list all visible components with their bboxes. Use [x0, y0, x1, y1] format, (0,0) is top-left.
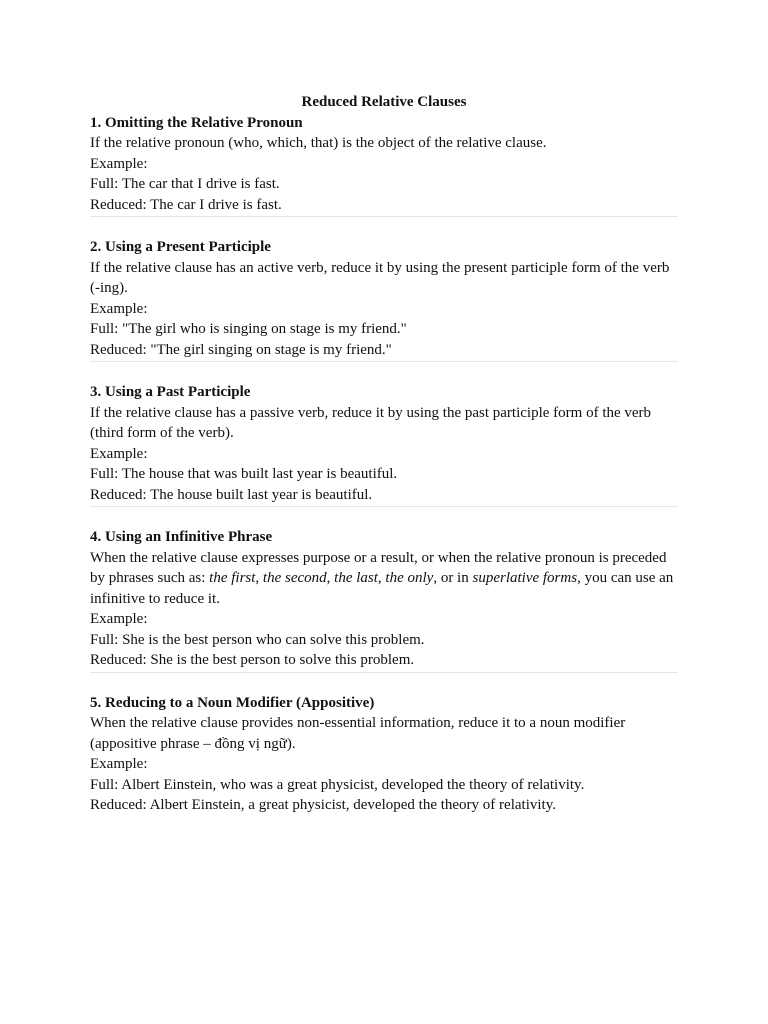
description-text: , you can use an infinitive to reduce it.	[90, 570, 674, 607]
section-heading: 2. Using a Present Participle	[90, 239, 271, 255]
section-description: If the relative clause has a passive verb, reduce it by using the past participle form of the verb (third form of the verb).	[90, 404, 652, 441]
separator: , or in	[433, 570, 473, 586]
section-description: If the relative pronoun (who, which, that) is the object of the relative clause.	[90, 135, 547, 151]
section-heading: 1. Omitting the Relative Pronoun	[90, 114, 303, 131]
example-full: Full: The car that I drive is fast.	[90, 176, 280, 192]
document-title: Reduced Relative Clauses	[301, 94, 467, 110]
italic-term: the last	[334, 570, 378, 586]
section-divider	[90, 216, 678, 217]
section-heading: 5. Reducing to a Noun Modifier (Appositive)	[90, 694, 375, 711]
example-label: Example:	[90, 756, 148, 772]
example-full: Full: "The girl who is singing on stage is my friend."	[90, 321, 407, 337]
italic-term: the only	[385, 570, 434, 586]
example-reduced: Reduced: The car I drive is fast.	[90, 196, 282, 213]
section-description: If the relative clause has an active verb, reduce it by using the present participle form of the verb (-ing).	[90, 259, 670, 296]
section-heading: 4. Using an Infinitive Phrase	[90, 529, 273, 545]
example-label: Example:	[90, 445, 148, 462]
section-divider	[90, 361, 678, 362]
example-label: Example:	[90, 155, 148, 172]
separator: ,	[326, 570, 335, 586]
section-divider	[90, 506, 678, 507]
example-label: Example:	[90, 611, 148, 627]
example-label: Example:	[90, 300, 148, 317]
section-omitting-relative-pronoun	[90, 113, 678, 218]
example-full: Full: She is the best person who can solve this problem.	[90, 631, 425, 648]
example-reduced: Reduced: Albert Einstein, a great physicist, developed the theory of relativity.	[90, 797, 556, 813]
section-heading: 3. Using a Past Participle	[90, 384, 251, 400]
example-reduced: Reduced: The house built last year is beautiful.	[90, 486, 373, 503]
section-past-participle	[90, 382, 678, 507]
section-description: When the relative clause provides non-essential information, reduce it to a noun modifier (appositive phrase – đồng vị ngữ).	[90, 715, 626, 752]
section-description	[90, 548, 678, 610]
example-reduced: Reduced: She is the best person to solve this problem.	[90, 652, 415, 668]
separator: ,	[255, 570, 263, 586]
description-text: When the relative clause expresses purpose or a result, or when the relative pronoun is preceded by phrases such as:	[90, 549, 667, 586]
section-infinitive-phrase	[90, 527, 678, 673]
italic-term: the first	[209, 570, 256, 586]
separator: ,	[377, 570, 386, 586]
section-present-participle	[90, 237, 678, 362]
example-full: Full: Albert Einstein, who was a great physicist, developed the theory of relativity.	[90, 776, 585, 793]
italic-term: superlative forms	[472, 570, 578, 586]
italic-term: the second	[262, 570, 327, 586]
section-divider	[90, 672, 678, 673]
example-full: Full: The house that was built last year is beautiful.	[90, 466, 398, 482]
example-reduced: Reduced: "The girl singing on stage is my friend."	[90, 341, 392, 358]
section-noun-modifier	[90, 693, 678, 816]
